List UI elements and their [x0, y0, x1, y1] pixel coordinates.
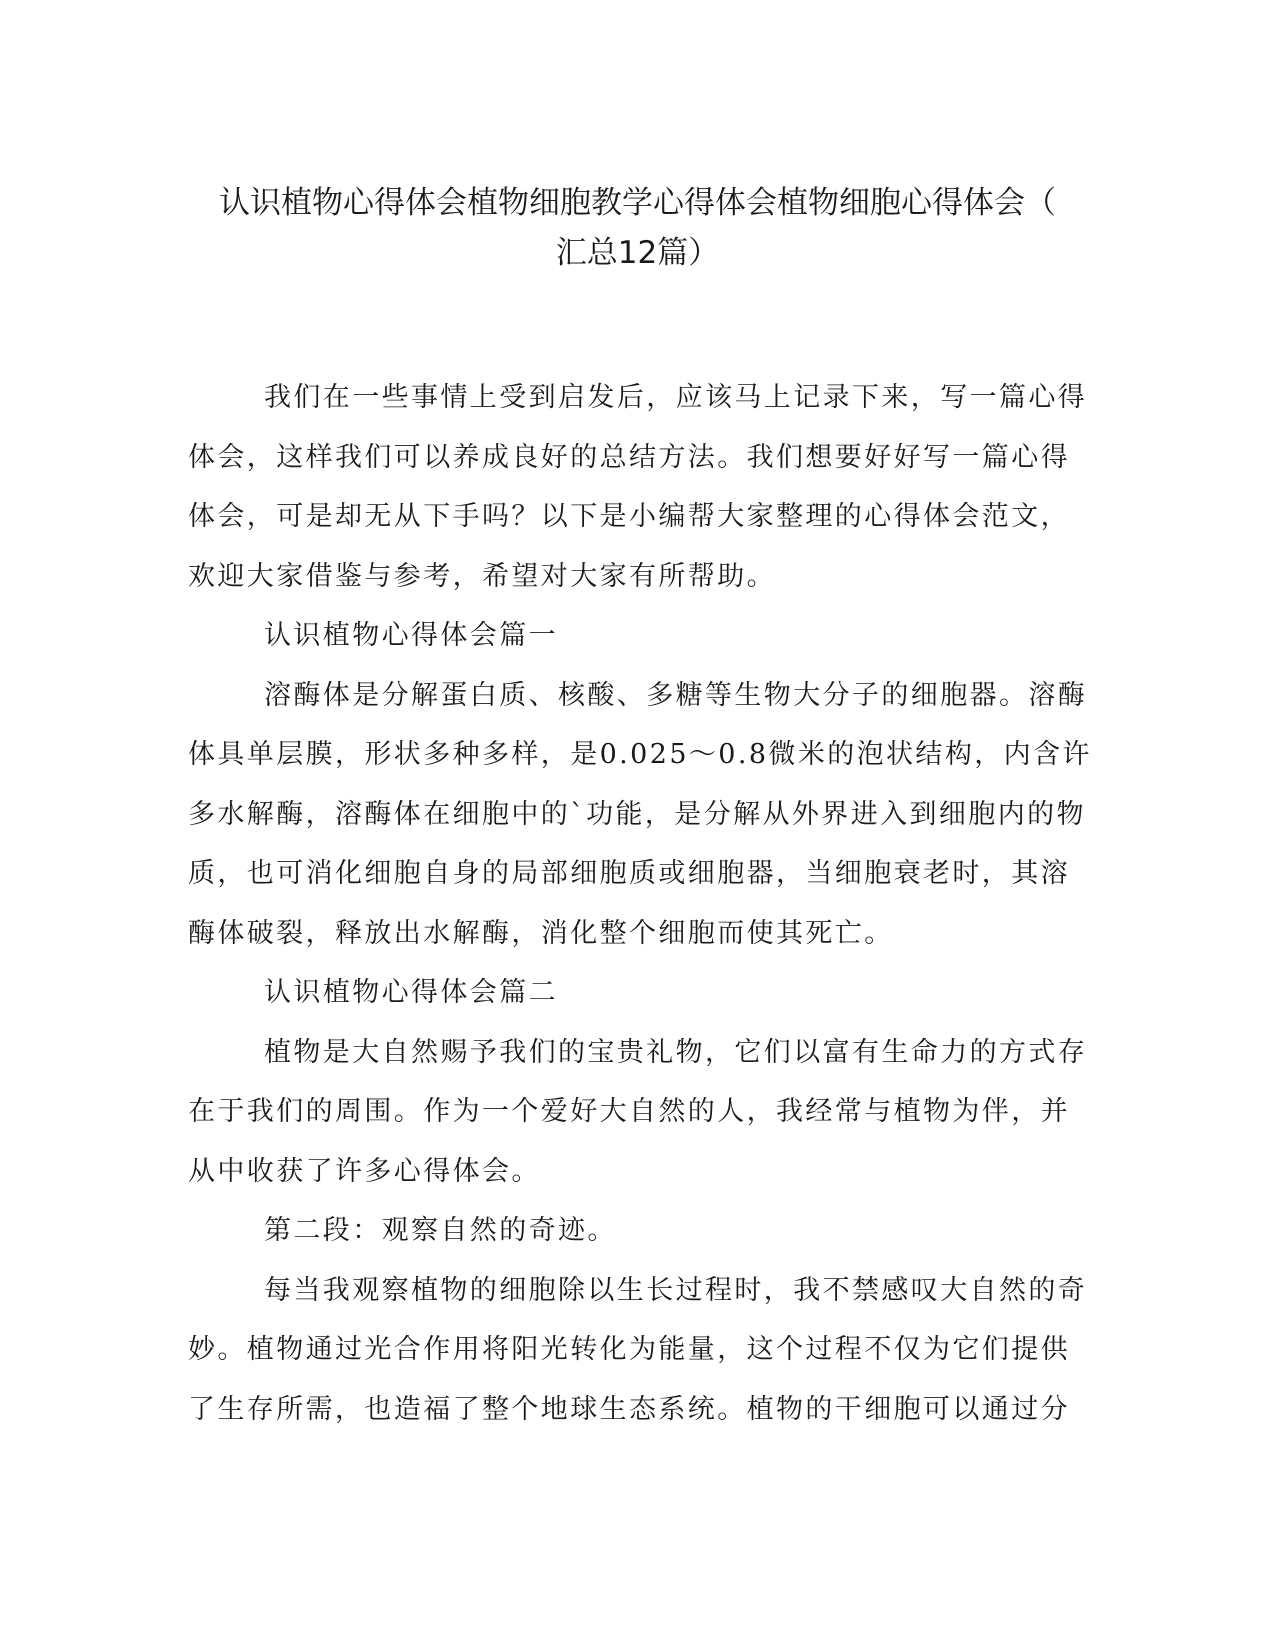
section-1-line-2: 体具单层膜，形状多种多样，是0.025～0.8微米的泡状结构，内含许 [188, 739, 1092, 770]
paragraph-heading-2: 第二段：观察自然的奇迹。 [264, 1215, 617, 1246]
title-line-2: 汇总12篇） [555, 235, 720, 271]
section-1-line-3: 多水解酶，溶酶体在细胞中的`功能，是分解从外界进入到细胞内的物 [188, 798, 1086, 830]
section-1-line-5: 酶体破裂，释放出水解酶，消化整个细胞而使其死亡。 [188, 917, 894, 949]
section-2-line-5: 妙。植物通过光合作用将阳光转化为能量，这个过程不仅为它们提供 [188, 1334, 1070, 1365]
intro-line-1: 我们在一些事情上受到启发后，应该马上记录下来，写一篇心得 [264, 382, 1088, 413]
intro-line-3: 体会，可是却无从下手吗？以下是小编帮大家整理的心得体会范文， [188, 501, 1070, 532]
section-1-line-1: 溶酶体是分解蛋白质、核酸、多糖等生物大分子的细胞器。溶酶 [264, 679, 1088, 711]
intro-line-4: 欢迎大家借鉴与参考，希望对大家有所帮助。 [188, 560, 776, 592]
section-heading-1: 认识植物心得体会篇一 [264, 620, 558, 651]
section-2-line-3: 从中收获了许多心得体会。 [188, 1155, 541, 1187]
section-2-line-4: 每当我观察植物的细胞除以生长过程时，我不禁感叹大自然的奇 [264, 1274, 1088, 1306]
section-2-line-2: 在于我们的周围。作为一个爱好大自然的人，我经常与植物为伴，并 [188, 1096, 1070, 1127]
section-1-line-4: 质，也可消化细胞自身的局部细胞质或细胞器，当细胞衰老时，其溶 [188, 858, 1070, 889]
section-heading-2: 认识植物心得体会篇二 [264, 977, 558, 1008]
intro-line-2: 体会，这样我们可以养成良好的总结方法。我们想要好好写一篇心得 [188, 441, 1070, 473]
section-2-line-6: 了生存所需，也造福了整个地球生态系统。植物的干细胞可以通过分 [188, 1393, 1070, 1425]
title-line-1: 认识植物心得体会植物细胞教学心得体会植物细胞心得体会（ [219, 185, 1056, 221]
document-body [188, 368, 1092, 1439]
section-2-line-1: 植物是大自然赐予我们的宝贵礼物，它们以富有生命力的方式存 [264, 1036, 1088, 1068]
document-title [150, 178, 1125, 278]
